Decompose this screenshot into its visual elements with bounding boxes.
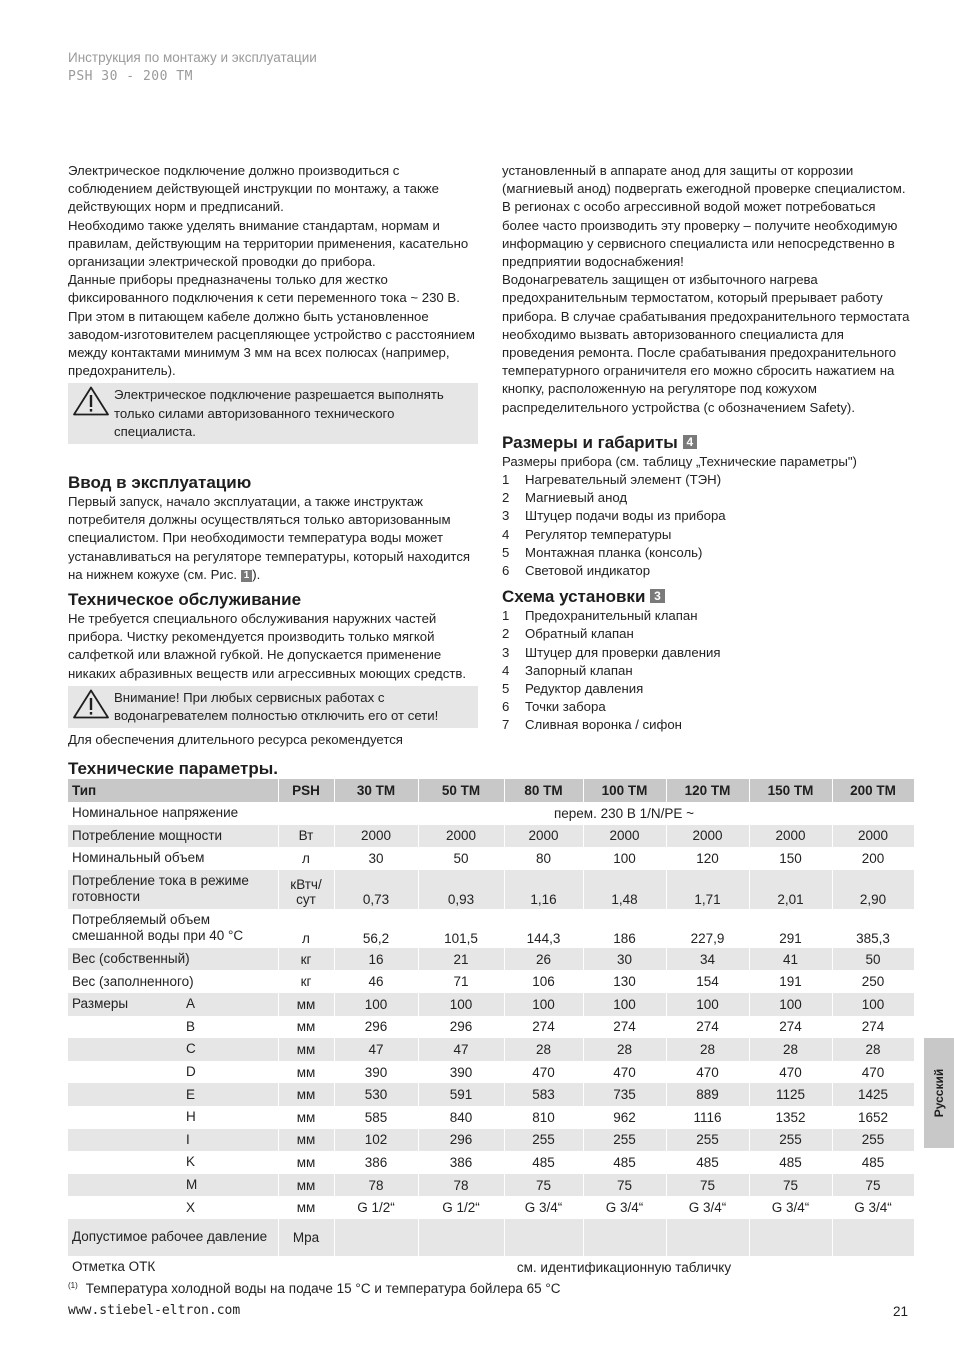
list-item-text: Нагревательный элемент (ТЭН) [525,472,722,488]
list-item-number: 3 [502,508,510,524]
unit-cell: мм [278,1083,334,1106]
value-cell: 200 [832,847,914,870]
value-cell: 255 [583,1129,666,1152]
warning-triangle-icon [72,689,110,719]
value-cell: 889 [666,1083,749,1106]
value-cell: G 3/4“ [749,1196,832,1219]
value-cell: 47 [418,1038,504,1061]
value-cell: 50 [832,948,914,971]
unit-cell: мм [278,1106,334,1129]
value-cell: G 1/2“ [418,1196,504,1219]
value-cell: 1,71 [666,870,749,909]
merged-value-cell: см. идентификационную табличку [334,1256,914,1279]
left-column [68,162,478,749]
warning-triangle-icon [72,386,110,416]
list-item-text: Запорный клапан [525,662,633,678]
paragraph: Данные приборы предназначены только для жестко фиксированного подключения к сети переменного тока ~ 230 В. При этом в питающем кабеле должно быть установленное заводом-изготовителем расцепляющее устройство с расстоянием между контактами минимум 3 мм на всех полюсах (например, предохранитель). [68,272,475,379]
value-cell: 583 [504,1083,583,1106]
value-cell: 28 [749,1038,832,1061]
list-item-number: 7 [502,717,510,733]
value-cell [666,1219,749,1256]
list-item-text: Регулятор температуры [525,526,672,542]
table-row [68,1219,914,1256]
figure-ref: 3 [650,589,665,603]
list-item-number: 2 [502,626,510,642]
dimensions-list [502,471,914,580]
value-cell: 75 [832,1174,914,1197]
table-row [68,970,914,993]
value-cell: 100 [418,993,504,1016]
list-item-text: Редуктор давления [525,681,644,697]
value-cell: 274 [666,1016,749,1039]
value-cell: 296 [334,1016,418,1039]
list-item [502,562,914,580]
dimension-letter: K [186,1154,196,1170]
value-cell: 2,90 [832,870,914,909]
unit-cell: мм [278,993,334,1016]
row-label [68,993,278,1016]
dimension-letter: D [186,1064,196,1080]
value-cell: 2000 [583,825,666,848]
value-cell: 75 [504,1174,583,1197]
row-label [68,1196,278,1219]
value-cell: 28 [666,1038,749,1061]
value-cell: 30 [583,948,666,971]
value-cell: 1425 [832,1083,914,1106]
list-item [502,526,914,544]
list-item [502,698,914,716]
table-header-cell: 200 TM [832,779,914,802]
value-cell: 250 [832,970,914,993]
value-cell: 26 [504,948,583,971]
unit-cell: мм [278,1196,334,1219]
table-header-cell: 120 TM [666,779,749,802]
page-number: 21 [893,1304,909,1319]
value-cell: G 3/4“ [583,1196,666,1219]
value-cell: 530 [334,1083,418,1106]
value-cell: 840 [418,1106,504,1129]
value-cell: 485 [749,1151,832,1174]
value-cell: G 3/4“ [832,1196,914,1219]
language-tab-label: Русский [932,1068,946,1118]
value-cell: 274 [832,1016,914,1039]
paragraph-end: ). [252,566,261,582]
value-cell [504,1219,583,1256]
table-row [68,802,914,825]
heading-text: Схема установки [502,587,646,607]
value-cell: 100 [504,993,583,1016]
table-header-cell: 150 TM [749,779,832,802]
heading-text: Размеры и габариты [502,432,678,452]
footnote-mark: (1) [68,1281,78,1290]
value-cell: 75 [583,1174,666,1197]
row-label [68,1174,278,1197]
value-cell [418,1219,504,1256]
paragraph: Не требуется специального обслуживания наружних частей прибора. Чистку рекомендуется производить только мягкой салфеткой или влажной губкой. Не допускается применение никаких абразивных веществ или агрессивных моющих средств. [68,611,467,681]
value-cell: 28 [832,1038,914,1061]
value-cell: 28 [583,1038,666,1061]
value-cell [749,1219,832,1256]
value-cell: 2000 [504,825,583,848]
list-item-number: 5 [502,544,510,560]
row-label [68,1083,278,1106]
header-model: PSH 30 - 200 TM [68,69,193,84]
value-cell: 101,5 [418,909,504,948]
footer-url: www.stiebel-eltron.com [68,1303,241,1318]
unit-cell: кг [278,948,334,971]
value-cell: 71 [418,970,504,993]
list-item [502,489,914,507]
unit-cell: Вт [278,825,334,848]
row-label: Отметка ОТК [68,1256,278,1279]
value-cell: 1116 [666,1106,749,1129]
table-header-cell: 100 TM [583,779,666,802]
list-item-number: 2 [502,490,510,506]
list-item-number: 3 [502,644,510,660]
section-heading-commissioning: Ввод в эксплуатацию [68,473,252,493]
list-item-text: Обратный клапан [525,626,634,642]
row-label: Потребление тока в режиме готовности [68,870,278,909]
list-item-text: Монтажная планка (консоль) [525,544,703,560]
table-row [68,1106,914,1129]
value-cell: 46 [334,970,418,993]
value-cell: 485 [583,1151,666,1174]
value-cell: 2000 [334,825,418,848]
list-item [502,625,914,643]
table-row [68,870,914,909]
value-cell: 21 [418,948,504,971]
value-cell: G 3/4“ [666,1196,749,1219]
list-item-text: Штуцер подачи воды из прибора [525,508,726,524]
value-cell: 255 [504,1129,583,1152]
value-cell: 1,16 [504,870,583,909]
list-item-number: 4 [502,526,510,542]
value-cell: 962 [583,1106,666,1129]
value-cell: 100 [583,993,666,1016]
merged-value-cell: перем. 230 В 1/N/PE ~ [334,802,914,825]
value-cell: 274 [504,1016,583,1039]
value-cell: 274 [583,1016,666,1039]
value-cell: 485 [504,1151,583,1174]
value-cell: 100 [666,993,749,1016]
value-cell: 78 [418,1174,504,1197]
value-cell: 130 [583,970,666,993]
value-cell: 100 [334,993,418,1016]
value-cell: 120 [666,847,749,870]
list-item [502,644,914,662]
warning-box [68,383,478,444]
warning-text: Внимание! При любых сервисных работах с водонагревателем полностью отключить его от сети! [114,689,439,724]
value-cell: 1352 [749,1106,832,1129]
value-cell: 585 [334,1106,418,1129]
row-label [68,1129,278,1152]
value-cell: 255 [749,1129,832,1152]
list-item [502,471,914,489]
list-item-number: 4 [502,662,510,678]
table-header-cell: 50 TM [418,779,504,802]
list-item [502,680,914,698]
list-item-number: 1 [502,608,510,624]
section-heading-installation [502,587,914,607]
value-cell: 255 [666,1129,749,1152]
value-cell: 2000 [832,825,914,848]
row-label: Вес (собственный) [68,948,278,971]
section-heading-maintenance: Техническое обслуживание [68,590,302,610]
value-cell: 100 [583,847,666,870]
value-cell: G 3/4“ [504,1196,583,1219]
row-label: Допустимое рабочее давление [68,1219,278,1256]
table-row [68,1129,914,1152]
table-row [68,847,914,870]
dimension-letter: M [186,1177,198,1193]
table-header-cell: 80 TM [504,779,583,802]
value-cell: 1652 [832,1106,914,1129]
dimension-letter: B [186,1018,196,1034]
unit-cell: мм [278,1038,334,1061]
row-label [68,1106,278,1129]
row-label: Потребление мощности [68,825,278,848]
unit-cell: л [278,847,334,870]
table-row [68,948,914,971]
dimension-letter: X [186,1199,196,1215]
value-cell: 80 [504,847,583,870]
table-header-cell: 30 TM [334,779,418,802]
list-item [502,716,914,734]
table-row [68,1083,914,1106]
value-cell: 470 [504,1061,583,1084]
list-item-number: 5 [502,681,510,697]
value-cell: 1,48 [583,870,666,909]
value-cell: 0,73 [334,870,418,909]
unit-cell: мм [278,1061,334,1084]
paragraph: Электрическое подключение должно производиться с соблюдением действующей инструкции по монтажу, а также действующих норм и предписаний. [68,163,439,215]
row-label: Вес (заполненного) [68,970,278,993]
value-cell: 296 [418,1016,504,1039]
paragraph: установленный в аппарате анод для защиты от коррозии (магниевый анод) подвергать ежегодной проверке специалистом. В регионах с особо агрессивной водой может потребоваться более часто производить эту проверку – получите необходимую информацию у сервисного специалиста или непосредственно в предприятии водоснабжения! [502,163,906,270]
paragraph: Водонагреватель защищен от избыточного нагрева предохранительным термостатом, который прерывает работу прибора. В случае срабатывания предохранительного термостата необходимо вызвать авторизованного специалиста для проведения ремонта. После срабатывания предохранительного температурного ограничителя его можно сбросить нажатием на кнопку, расположенную на регуляторе под кожухом распределительного устройства (с обозначением Safety). [502,272,910,415]
value-cell: 485 [832,1151,914,1174]
value-cell: 50 [418,847,504,870]
value-cell: 56,2 [334,909,418,948]
value-cell: 102 [334,1129,418,1152]
row-label: Потребляемый объем смешанной воды при 40 °C [68,909,278,948]
list-item-number: 1 [502,472,510,488]
table-row [68,1016,914,1039]
list-item [502,662,914,680]
list-item-text: Штуцер для проверки давления [525,644,721,660]
warning-text: Электрическое подключение разрешается выполнять только силами авторизованного технического специалиста. [114,387,444,439]
value-cell: 1125 [749,1083,832,1106]
value-cell: 470 [832,1061,914,1084]
value-cell: 485 [666,1151,749,1174]
value-cell: 385,3 [832,909,914,948]
right-column [502,162,914,735]
unit-cell [278,1256,334,1279]
figure-ref: 4 [683,435,698,449]
value-cell: 41 [749,948,832,971]
list-item-number: 6 [502,563,510,579]
unit-cell [278,802,334,825]
list-item [502,544,914,562]
dimension-letter: E [186,1086,196,1102]
footnote-text: Температура холодной воды на подаче 15 °C и температура бойлера 65 °C [85,1281,561,1296]
list-item [502,507,914,525]
value-cell: 0,93 [418,870,504,909]
table-row [68,993,914,1016]
table-row [68,1196,914,1219]
value-cell: 386 [418,1151,504,1174]
paragraph: Размеры прибора (см. таблицу „Технические параметры") [502,453,857,469]
value-cell: 227,9 [666,909,749,948]
value-cell [832,1219,914,1256]
value-cell: 591 [418,1083,504,1106]
value-cell: 186 [583,909,666,948]
value-cell: 470 [666,1061,749,1084]
list-item-number: 6 [502,699,510,715]
value-cell: 470 [583,1061,666,1084]
technical-parameters-table [68,779,915,1279]
row-label [68,1038,278,1061]
value-cell: 390 [418,1061,504,1084]
row-label: Номинальный объем [68,847,278,870]
paragraph: Необходимо также уделять внимание стандартам, нормам и правилам, действующим на территории применения, касательно организации электрической проводки до прибора. [68,217,469,270]
list-item-text: Световой индикатор [525,563,651,579]
list-item-text: Сливная воронка / сифон [525,717,682,733]
value-cell: 2000 [418,825,504,848]
unit-cell: мм [278,1151,334,1174]
value-cell: 2000 [749,825,832,848]
unit-cell: мм [278,1174,334,1197]
value-cell: 16 [334,948,418,971]
value-cell: 75 [666,1174,749,1197]
warning-box [68,686,478,728]
value-cell: 735 [583,1083,666,1106]
dimension-letter: C [186,1041,196,1057]
paragraph: Первый запуск, начало эксплуатации, а также инструктаж потребителя должны осуществляться только авторизованным специалистом. При необходимости температура воды может устанавливаться на регуляторе температуры, который находится на нижнем кожухе (см. Рис. [68,494,471,582]
value-cell: 470 [749,1061,832,1084]
value-cell: 296 [418,1129,504,1152]
table-row [68,1038,914,1061]
row-label [68,1016,278,1039]
footnote [68,1281,561,1296]
unit-cell: кг [278,970,334,993]
value-cell: 100 [832,993,914,1016]
table-header-cell: PSH [278,779,334,802]
table-row [68,909,914,948]
value-cell: 30 [334,847,418,870]
table-row [68,1061,914,1084]
value-cell: 255 [832,1129,914,1152]
table-title: Технические параметры. [68,759,278,778]
value-cell: 810 [504,1106,583,1129]
list-item-text: Предохранительный клапан [525,608,698,624]
paragraph: Для обеспечения длительного ресурса рекомендуется [68,732,403,748]
figure-ref: 1 [241,570,253,582]
dimension-letter: I [186,1131,190,1147]
row-label [68,1061,278,1084]
unit-cell: мм [278,1129,334,1152]
table-row [68,1174,914,1197]
language-tab [924,1038,954,1148]
value-cell: 191 [749,970,832,993]
installation-list [502,607,914,734]
unit-cell: мм [278,1016,334,1039]
header-title: Инструкция по монтажу и эксплуатации [68,50,317,65]
value-cell: 28 [504,1038,583,1061]
value-cell: 144,3 [504,909,583,948]
value-cell: 47 [334,1038,418,1061]
unit-cell: кВтч/сут [278,870,334,909]
list-item-text: Точки забора [525,699,606,715]
value-cell: 2,01 [749,870,832,909]
dimensions-label: Размеры [72,996,129,1012]
value-cell: 150 [749,847,832,870]
value-cell: 386 [334,1151,418,1174]
unit-cell: Мра [278,1219,334,1256]
table-row [68,825,914,848]
table-header-row [68,779,914,802]
value-cell: 390 [334,1061,418,1084]
value-cell [583,1219,666,1256]
value-cell: 100 [749,993,832,1016]
table-row [68,1151,914,1174]
row-label: Номинальное напряжение [68,802,278,825]
dimension-letter: A [186,996,196,1012]
value-cell: 78 [334,1174,418,1197]
value-cell: 34 [666,948,749,971]
value-cell: 274 [749,1016,832,1039]
table-row [68,1256,914,1279]
dimension-letter: H [186,1109,196,1125]
value-cell: G 1/2“ [334,1196,418,1219]
value-cell: 2000 [666,825,749,848]
table-header-cell: Тип [68,779,278,802]
list-item-text: Магниевый анод [525,490,628,506]
value-cell: 106 [504,970,583,993]
list-item [502,607,914,625]
row-label [68,1151,278,1174]
section-heading-dimensions [502,433,914,453]
value-cell: 291 [749,909,832,948]
value-cell: 154 [666,970,749,993]
value-cell: 75 [749,1174,832,1197]
unit-cell: л [278,909,334,948]
value-cell [334,1219,418,1256]
